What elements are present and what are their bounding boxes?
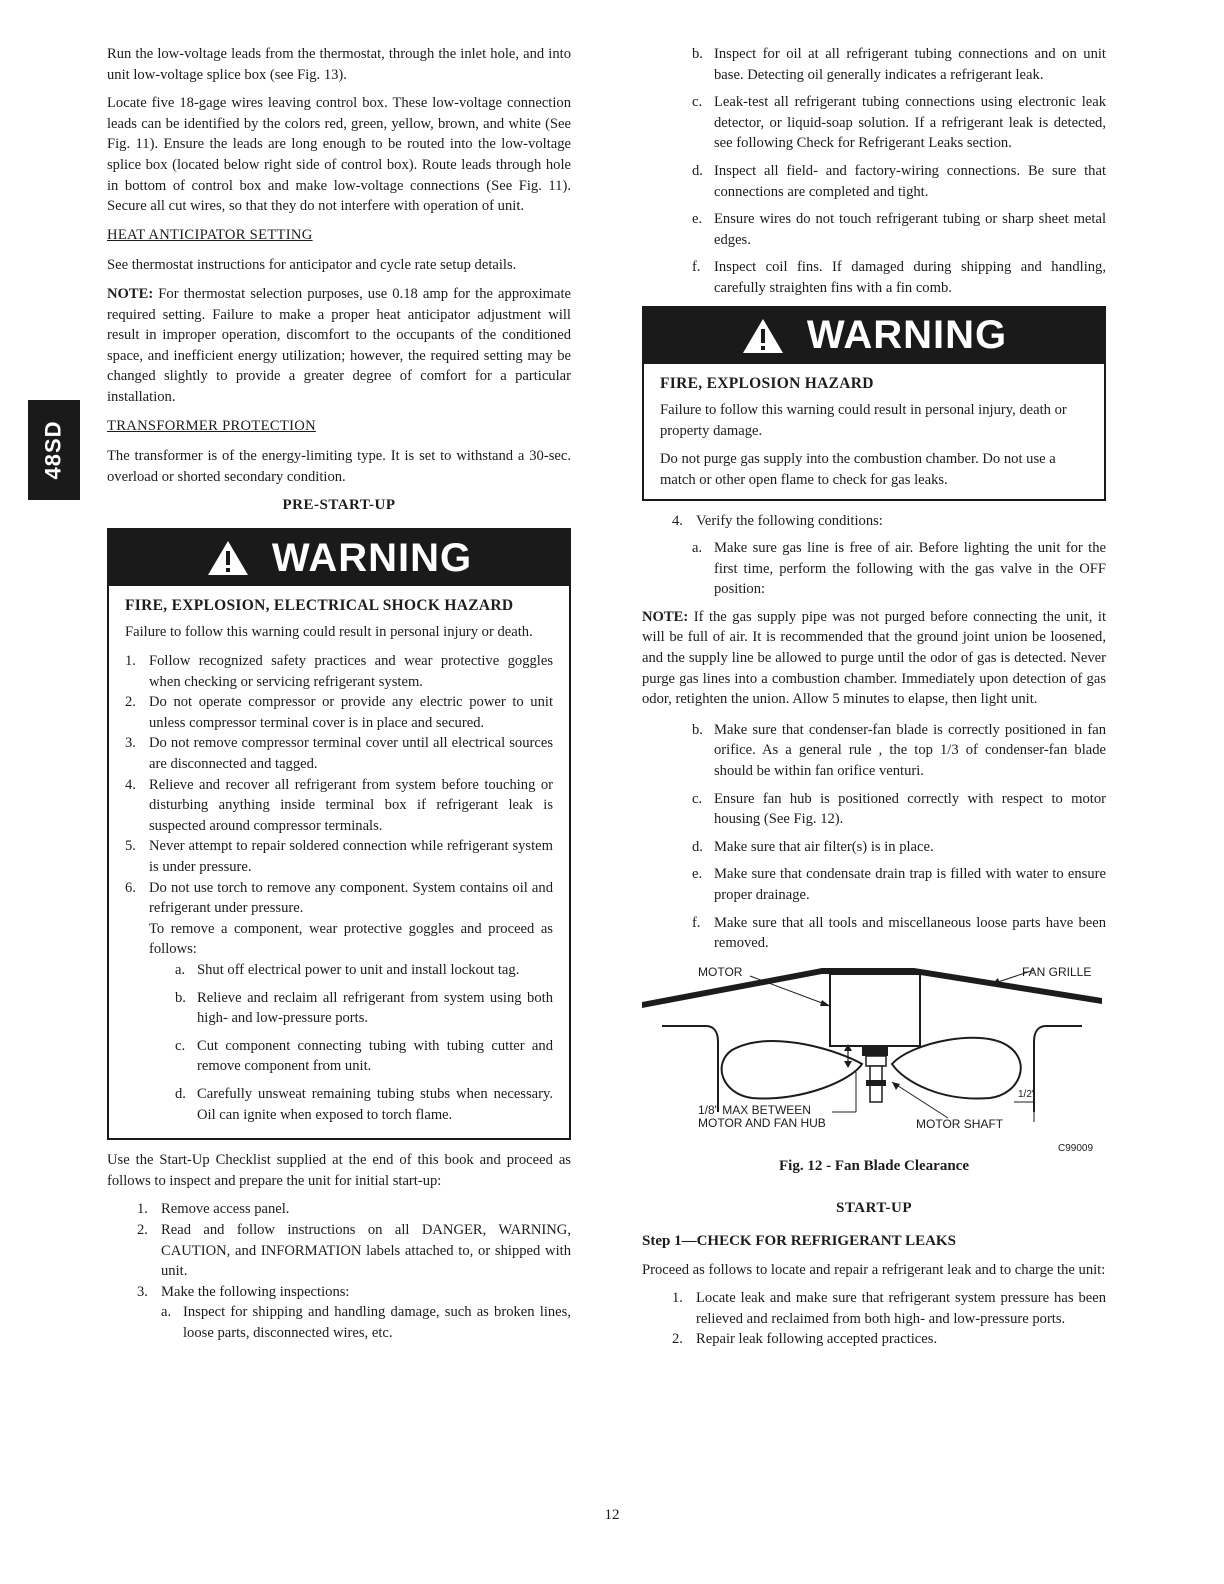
paragraph: Run the low-voltage leads from the thermostat, through the inlet hole, and into unit low-voltage splice box (see Fig. 13). <box>107 46 571 83</box>
fan-grille-label: FAN GRILLE <box>1022 964 1092 979</box>
warning-label: WARNING <box>806 313 1008 358</box>
paragraph: Locate five 18-gage wires leaving control box. These low-voltage connection leads can be identified by the colors red, green, yellow, brown, and white (See Fig. 11). Ensure the leads are long enough to be routed into the low-voltage splice box (located below right side of control box). Route leads through hole in bottom of control box and make low-voltage connections (See Fig. 11). Secure all cut wires, so that they do not interfere with operation of unit. <box>107 95 571 215</box>
figure-caption: Fig. 12 - Fan Blade Clearance <box>779 1157 969 1174</box>
prestart-heading: PRE-START-UP <box>282 497 396 514</box>
list-item: b. Make sure that condenser-fan blade is correctly positioned in fan orifice. As a general rule , the top 1/3 of condenser-fan blade should be within fan orifice venturi. <box>692 721 1106 780</box>
leak-steps <box>672 1288 1106 1350</box>
verify-list-cont <box>692 720 1106 954</box>
list-item: 6. Do not use torch to remove any component. System contains oil and refrigerant under pressure. To remove a component, wear protective goggles and proceed as follows: <box>125 878 553 960</box>
warning-body <box>109 586 569 1138</box>
clearance-label: 1/8" MAX BETWEEN MOTOR AND FAN HUB <box>698 1102 826 1130</box>
startup-heading: START-UP <box>836 1200 912 1217</box>
list-item: e. Ensure wires do not touch refrigerant tubing or sharp sheet metal edges. <box>692 211 1106 248</box>
side-tab <box>28 400 80 500</box>
warning-text: Failure to follow this warning could result in personal injury, death or property damage. <box>660 402 1067 439</box>
list-item: 1. Remove access panel. <box>137 1201 290 1218</box>
list-item: a. Shut off electrical power to unit and install lockout tag. <box>175 961 520 978</box>
warning-body <box>644 364 1104 499</box>
warning-intro: Failure to follow this warning could result in personal injury or death. <box>125 624 533 641</box>
warning-text: Do not purge gas supply into the combustion chamber. Do not use a match or other open flame to check for gas leaks. <box>660 451 1056 488</box>
list-item: 1. Locate leak and make sure that refrigerant system pressure has been relieved and reclaimed from both high- and low-pressure ports. <box>672 1290 1106 1327</box>
list-item: d. Make sure that air filter(s) is in place. <box>692 838 934 855</box>
warning-triangle-icon <box>741 317 785 355</box>
inspection-list <box>161 1302 571 1343</box>
list-item: 4. Verify the following conditions: <box>672 512 883 529</box>
prestart-steps <box>137 1199 571 1302</box>
list-item: c. Cut component connecting tubing with tubing cutter and remove component from unit. <box>175 1037 553 1075</box>
list-item: b. Relieve and reclaim all refrigerant from system using both high- and low-pressure ports. <box>175 989 553 1027</box>
warning-title: FIRE, EXPLOSION, ELECTRICAL SHOCK HAZARD <box>125 596 514 614</box>
paragraph: See thermostat instructions for anticipator and cycle rate setup details. <box>107 257 517 274</box>
warning-list <box>125 651 553 960</box>
list-item: c. Ensure fan hub is positioned correctly with respect to motor housing (See Fig. 12). <box>692 790 1106 828</box>
warning-box <box>642 306 1106 501</box>
list-item: f. Inspect coil fins. If damaged during shipping and handling, carefully straighten fins with a fin comb. <box>692 259 1106 296</box>
heat-anticipator-heading: HEAT ANTICIPATOR SETTING <box>107 226 313 243</box>
list-item: 5. Never attempt to repair soldered connection while refrigerant system is under pressure. <box>125 838 553 875</box>
note-label: NOTE: <box>642 608 689 625</box>
transformer-heading: TRANSFORMER PROTECTION <box>107 417 316 434</box>
right-column <box>642 44 1106 1350</box>
warning-sub-list <box>175 960 553 1125</box>
left-column <box>107 44 571 1350</box>
note-paragraph <box>107 284 571 408</box>
verify-step <box>672 511 1106 532</box>
list-item: 2. Do not operate compressor or provide any electric power to unit unless compressor terminal cover is in place and secured. <box>125 694 553 731</box>
list-item: c. Leak-test all refrigerant tubing connections using electronic leak detector, or liquid-soap solution. If a refrigerant leak is detected, see following Check for Refrigerant Leaks section. <box>692 94 1106 152</box>
list-item: f. Make sure that all tools and miscellaneous loose parts have been removed. <box>692 914 1106 952</box>
motor-shaft-label: MOTOR SHAFT <box>916 1116 1004 1131</box>
list-item: 1. Follow recognized safety practices and wear protective goggles when checking or servicing refrigerant system. <box>125 653 553 690</box>
warning-banner <box>109 530 569 586</box>
paragraph: Proceed as follows to locate and repair a refrigerant leak and to charge the unit: <box>642 1261 1106 1278</box>
page-number: 12 <box>604 1507 620 1523</box>
note-text: For thermostat selection purposes, use 0.18 amp for the approximate required setting. Failure to make a proper heat anticipator adjustment will result in improper operation, discomfort to the occupants of the conditioned space, and inefficient energy utilization; however, the required setting may be changed slightly to provide a greater degree of comfort for a particular installation. <box>107 285 571 405</box>
inspection-list-cont <box>692 44 1106 299</box>
warning-label: WARNING <box>271 535 473 580</box>
note-label: NOTE: <box>107 285 154 302</box>
fan-blade-figure <box>642 962 1106 1152</box>
verify-list <box>692 538 1106 600</box>
note-paragraph <box>642 607 1106 710</box>
step1-heading: Step 1—CHECK FOR REFRIGERANT LEAKS <box>642 1232 956 1249</box>
list-item: a. Inspect for shipping and handling damage, such as broken lines, loose parts, disconnected wires, etc. <box>161 1304 571 1341</box>
list-item: 3. Do not remove compressor terminal cover until all electrical sources are disconnected and tagged. <box>125 735 553 773</box>
motor-label: MOTOR <box>698 964 743 979</box>
fraction-label: 1/2" <box>1018 1088 1036 1100</box>
list-item: d. Inspect all field- and factory-wiring connections. Be sure that connections are completed and tight. <box>692 162 1106 200</box>
note-text: If the gas supply pipe was not purged before connecting the unit, it will be full of air. It is recommended that the ground joint union be loosened, and the supply line be allowed to purge until the odor of gas is detected. Never purge gas lines into a combustion chamber. Immediately upon detection of gas odor, retighten the union. Allow 5 minutes to elapse, then light unit. <box>642 608 1106 708</box>
figure-code: C99009 <box>1058 1142 1094 1154</box>
warning-title: FIRE, EXPLOSION HAZARD <box>660 374 874 392</box>
paragraph: The transformer is of the energy-limiting type. It is set to withstand a 30-sec. overload or shorted secondary condition. <box>107 448 571 485</box>
side-tab-label: 48SD <box>41 420 67 480</box>
list-item: 4. Relieve and recover all refrigerant from system before touching or disturbing anything inside terminal box if refrigerant leak is suspected around compressor terminals. <box>125 776 553 834</box>
list-item: 2. Read and follow instructions on all DANGER, WARNING, CAUTION, and INFORMATION labels attached to, or shipped with unit. <box>137 1221 571 1280</box>
list-item: e. Make sure that condensate drain trap is filled with water to ensure proper drainage. <box>692 866 1106 903</box>
paragraph: Use the Start-Up Checklist supplied at the end of this book and proceed as follows to inspect and prepare the unit for initial start-up: <box>107 1152 571 1189</box>
list-item: 2. Repair leak following accepted practices. <box>672 1331 938 1348</box>
list-item: 3. Make the following inspections: <box>137 1283 350 1300</box>
warning-banner <box>644 308 1104 364</box>
list-item: b. Inspect for oil at all refrigerant tubing connections and on unit base. Detecting oil generally indicates a refrigerant leak. <box>692 46 1106 83</box>
list-item: a. Make sure gas line is free of air. Before lighting the unit for the first time, perform the following with the gas valve in the OFF position: <box>692 540 1106 598</box>
list-item: d. Carefully unsweat remaining tubing stubs when necessary. Oil can ignite when exposed to torch flame. <box>175 1085 553 1123</box>
item6-continuation: To remove a component, wear protective goggles and proceed as follows: <box>149 920 553 958</box>
warning-triangle-icon <box>206 539 250 577</box>
warning-box <box>107 528 571 1140</box>
